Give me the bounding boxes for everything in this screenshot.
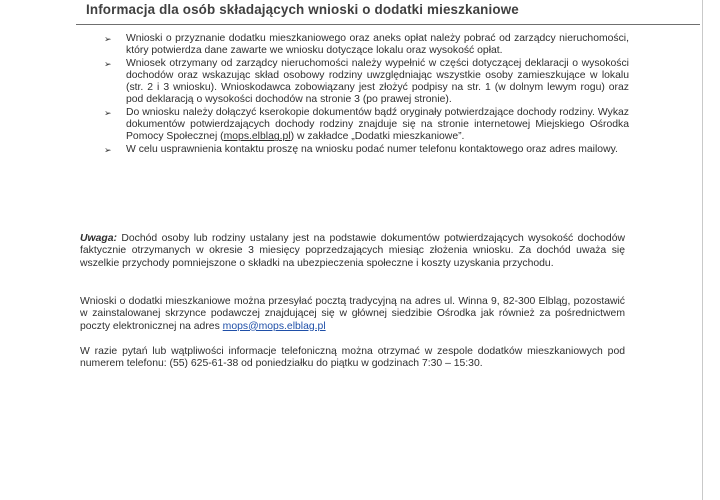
- arrow-bullet-icon: ➢: [104, 144, 112, 155]
- contact-text: W razie pytań lub wątpliwości informacje telefoniczną można otrzymać w zespole dodatków mieszkaniowych pod numerem telefonu: (55) 625-61-38 od poniedziałku do piątku w godzinach 7:30 – 15:30.: [80, 346, 625, 370]
- list-item: [104, 107, 629, 144]
- contact-paragraph: [80, 346, 625, 371]
- website-link[interactable]: mops.elblag.pl: [223, 131, 291, 143]
- list-item-text: Wnioski o przyznanie dodatku mieszkaniowego oraz aneks opłat należy pobrać od zarządcy nieruchomości, który potwierdza dane zawarte we wniosku dotyczące lokalu oraz wysokość opłat.: [126, 33, 629, 57]
- instruction-list: [104, 33, 629, 156]
- arrow-bullet-icon: ➢: [104, 34, 112, 44]
- note-text: Dochód osoby lub rodziny ustalany jest na podstawie dokumentów potwierdzających wysokość dochodów faktycznie otrzymanych w okresie 3 miesięcy poprzedzających miesiąc złożenia wniosku. Za dochód uważa się wszelkie przychody pomniejszone o składki na ubezpieczenia społeczne i koszty uzyskania przychodu.: [80, 233, 625, 269]
- arrow-bullet-icon: ➢: [104, 107, 112, 118]
- submission-text: Wnioski o dodatki mieszkaniowe można przesyłać pocztą tradycyjną na adres ul. Winna 9, 82-300 Elbląg, pozostawić w zainstalowanej skrzynce podawczej znajdującej się w głównej siedzibie Ośrodka jak również za pośrednictwem poczty elektronicznej na adres: [80, 296, 625, 332]
- list-item-text: Do wniosku należy dołączyć kserokopie dokumentów bądź oryginały potwierdzające dochody rodziny. Wykaz dokumentów potwierdzających dochody rodziny znajduje się na stronie internetowej Miejskiego Ośrodka Pomocy Społecznej (: [126, 106, 629, 143]
- list-item-text: Wniosek otrzymany od zarządcy nieruchomości należy wypełnić w części dotyczącej deklaracji o wysokości dochodów oraz wskazując skład osobowy rodziny uwzględniając wszystkie osoby zamieszkujące w lokalu (str. 2 i 3 wniosku). Wnioskodawca zobowiązany jest złożyć podpisy na str. 1 (w dolnym lewym rogu) oraz pod deklaracją o wysokości dochodów na stronie 3 (po prawej stronie).: [126, 57, 629, 106]
- title-underline: [76, 24, 700, 25]
- arrow-bullet-icon: ➢: [104, 58, 112, 69]
- list-item-text-tail: ) w zakładce „Dodatki mieszkaniowe”.: [290, 131, 465, 143]
- note-label: Uwaga:: [80, 233, 117, 244]
- email-link[interactable]: mops@mops.elblag.pl: [222, 320, 326, 332]
- list-item: [104, 144, 629, 156]
- submission-paragraph: [80, 296, 625, 333]
- list-item: [104, 58, 629, 107]
- list-item-text: W celu usprawnienia kontaktu proszę na wniosku podać numer telefonu kontaktowego oraz adres mailowy.: [126, 143, 618, 155]
- page-edge-line: [702, 0, 703, 500]
- note-paragraph: [80, 233, 625, 270]
- document-title: Informacja dla osób składających wnioski o dodatki mieszkaniowe: [86, 2, 519, 17]
- list-item: [104, 33, 629, 58]
